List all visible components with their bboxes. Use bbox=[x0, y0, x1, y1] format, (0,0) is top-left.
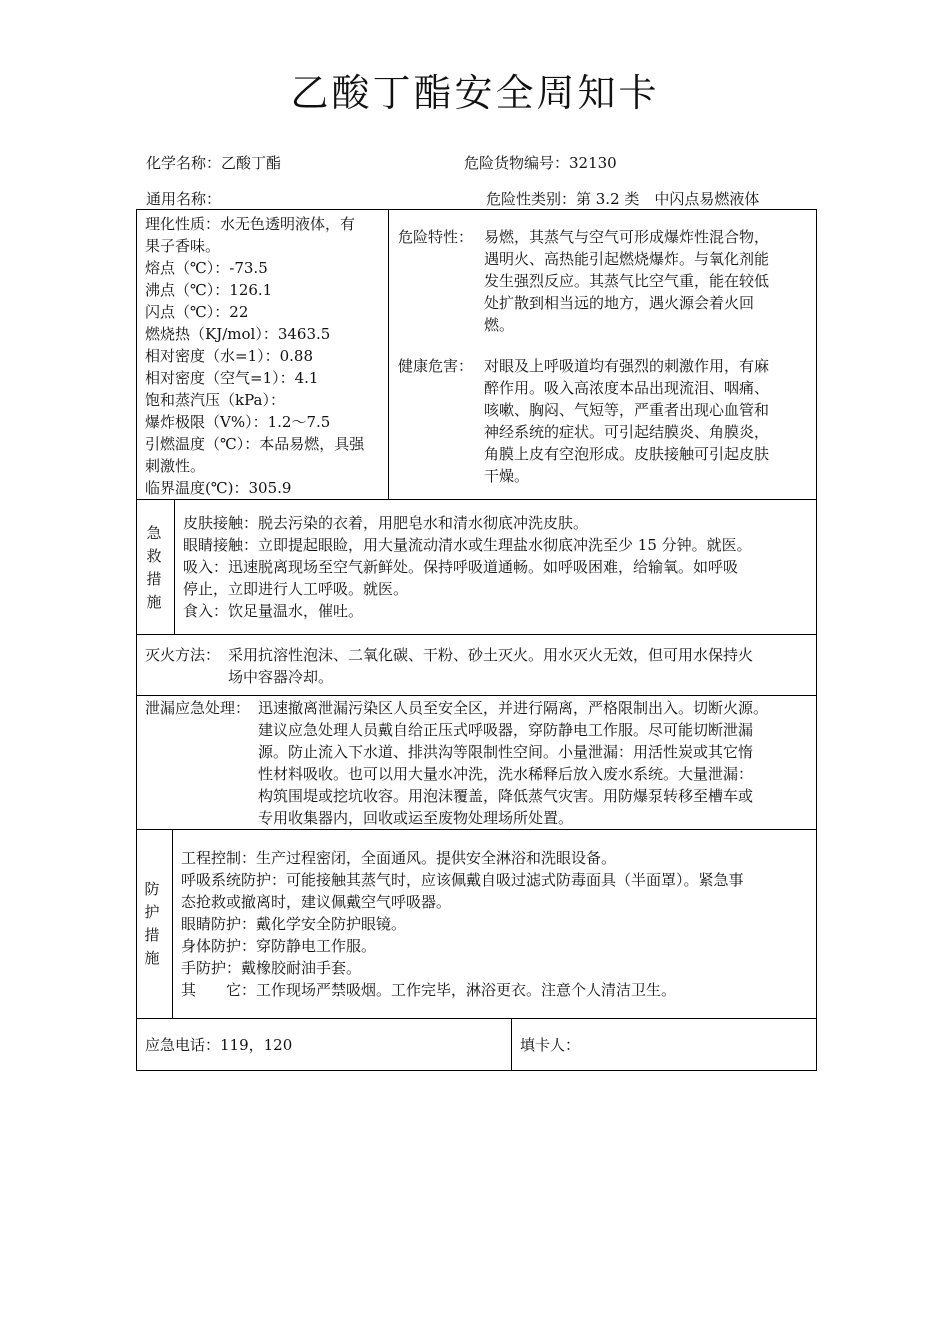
divider bbox=[136, 499, 817, 500]
property-line: 理化性质：水无色透明液体，有 bbox=[145, 215, 356, 233]
common-name: 通用名称： bbox=[146, 190, 222, 208]
health-line: 对眼及上呼吸道均有强烈的刺激作用，有麻 bbox=[484, 357, 770, 375]
hazard-class: 危险性类别：第 3.2 类 中闪点易燃液体 bbox=[486, 190, 760, 208]
protection-section bbox=[181, 847, 744, 1001]
hazard-line: 发生强烈反应。其蒸气比空气重，能在较低 bbox=[484, 272, 770, 290]
health-line: 干燥。 bbox=[484, 467, 530, 485]
property-line: 引燃温度（℃）：本品易燃，具强 bbox=[145, 435, 365, 453]
divider bbox=[136, 1018, 817, 1019]
property-line: 爆炸极限（V%）：1.2～7.5 bbox=[145, 413, 331, 431]
first-aid-line: 食入：饮足量温水，催吐。 bbox=[183, 602, 364, 620]
health-line: 醉作用。吸入高浓度本品出现流泪、咽痛、 bbox=[484, 379, 770, 397]
protection-line: 身体防护：穿防静电工作服。 bbox=[181, 937, 377, 955]
protection-line: 眼睛防护：戴化学安全防护眼镜。 bbox=[181, 915, 407, 933]
divider bbox=[172, 829, 173, 1018]
hazard-section bbox=[484, 226, 769, 336]
property-line: 燃烧热（KJ/mol）：3463.5 bbox=[145, 325, 331, 343]
hazard-line: 遇明火、高热能引起燃烧爆炸。与氧化剂能 bbox=[484, 250, 770, 268]
first-aid-line: 停止，立即进行人工呼吸。就医。 bbox=[183, 580, 409, 598]
property-line: 熔点（℃）：-73.5 bbox=[145, 259, 268, 277]
divider bbox=[511, 1018, 512, 1071]
property-line: 刺激性。 bbox=[145, 457, 206, 475]
hazard-line: 燃。 bbox=[484, 316, 515, 334]
protection-line: 态抢救或撤离时，建议佩戴空气呼吸器。 bbox=[181, 893, 452, 911]
protection-line: 呼吸系统防护：可能接触其蒸气时，应该佩戴自吸过滤式防毒面具（半面罩）。紧急事 bbox=[181, 871, 744, 889]
first-aid-section bbox=[183, 512, 752, 622]
divider bbox=[174, 499, 175, 634]
fire-line: 采用抗溶性泡沫、二氧化碳、干粉、砂土灭火。用水灭火无效，但可用水保持火 bbox=[228, 646, 754, 664]
protection-line: 手防护：戴橡胶耐油手套。 bbox=[181, 959, 362, 977]
fire-label: 灭火方法： bbox=[145, 646, 221, 664]
hazard-label: 危险特性： bbox=[398, 228, 474, 246]
health-section bbox=[484, 355, 769, 487]
protection-line: 其 它：工作现场严禁吸烟。工作完毕，淋浴更衣。注意个人清洁卫生。 bbox=[181, 981, 677, 999]
leak-line: 专用收集器内，回收或运至废物处理场所处置。 bbox=[258, 809, 574, 827]
leak-line: 建议应急处理人员戴自给正压式呼吸器，穿防静电工作服。尽可能切断泄漏 bbox=[258, 721, 754, 739]
property-line: 饱和蒸汽压（kPa）： bbox=[145, 391, 285, 409]
first-aid-label: 急 救 措 施 bbox=[146, 524, 162, 611]
chemical-name: 化学名称：乙酸丁酯 bbox=[146, 154, 282, 172]
property-line: 闪点（℃）：22 bbox=[145, 303, 249, 321]
hazard-line: 处扩散到相当远的地方，遇火源会着火回 bbox=[484, 294, 755, 312]
leak-line: 源。防止流入下水道、排洪沟等限制性空间。小量泄漏：用活性炭或其它惰 bbox=[258, 743, 754, 761]
first-aid-line: 吸入：迅速脱离现场至空气新鲜处。保持呼吸道通畅。如呼吸困难，给输氧。如呼吸 bbox=[183, 558, 739, 576]
leak-label: 泄漏应急处理： bbox=[145, 699, 251, 717]
property-line: 沸点（℃）：126.1 bbox=[145, 281, 273, 299]
card-title: 乙酸丁酯安全周知卡 bbox=[290, 71, 660, 115]
first-aid-line: 眼睛接触：立即提起眼睑，用大量流动清水或生理盐水彻底冲洗至少 15 分钟。就医。 bbox=[183, 536, 752, 554]
leak-line: 性材料吸收。也可以用大量水冲洗，洗水稀释后放入废水系统。大量泄漏： bbox=[258, 765, 754, 783]
properties-section bbox=[145, 213, 364, 499]
emergency-phone: 应急电话：119，120 bbox=[145, 1036, 293, 1054]
fire-line: 场中容器冷却。 bbox=[228, 668, 334, 686]
hazard-line: 易燃，其蒸气与空气可形成爆炸性混合物， bbox=[484, 228, 770, 246]
hazard-number: 危险货物编号：32130 bbox=[464, 154, 617, 172]
protection-line: 工程控制：生产过程密闭，全面通风。提供安全淋浴和洗眼设备。 bbox=[181, 849, 617, 867]
divider bbox=[136, 695, 817, 696]
health-label: 健康危害： bbox=[398, 357, 474, 375]
leak-section bbox=[258, 697, 768, 829]
divider bbox=[136, 829, 817, 830]
property-line: 果子香味。 bbox=[145, 237, 221, 255]
divider bbox=[136, 634, 817, 635]
first-aid-line: 皮肤接触：脱去污染的衣着，用肥皂水和清水彻底冲洗皮肤。 bbox=[183, 514, 589, 532]
divider bbox=[388, 209, 389, 499]
fire-section bbox=[228, 644, 753, 688]
health-line: 神经系统的症状。可引起结膜炎、角膜炎， bbox=[484, 423, 770, 441]
health-line: 角膜上皮有空泡形成。皮肤接触可引起皮肤 bbox=[484, 445, 770, 463]
property-line: 相对密度（水=1）：0.88 bbox=[145, 347, 314, 365]
card-filler: 填卡人： bbox=[520, 1036, 581, 1054]
health-line: 咳嗽、胸闷、气短等，严重者出现心血管和 bbox=[484, 401, 770, 419]
property-line: 相对密度（空气=1）：4.1 bbox=[145, 369, 319, 387]
leak-line: 迅速撤离泄漏污染区人员至安全区，并进行隔离，严格限制出入。切断火源。 bbox=[258, 699, 769, 717]
protection-label: 防 护 措 施 bbox=[144, 880, 160, 967]
property-line: 临界温度(℃)：305.9 bbox=[145, 479, 292, 497]
leak-line: 构筑围堤或挖坑收容。用泡沫覆盖，降低蒸气灾害。用防爆泵转移至槽车或 bbox=[258, 787, 754, 805]
